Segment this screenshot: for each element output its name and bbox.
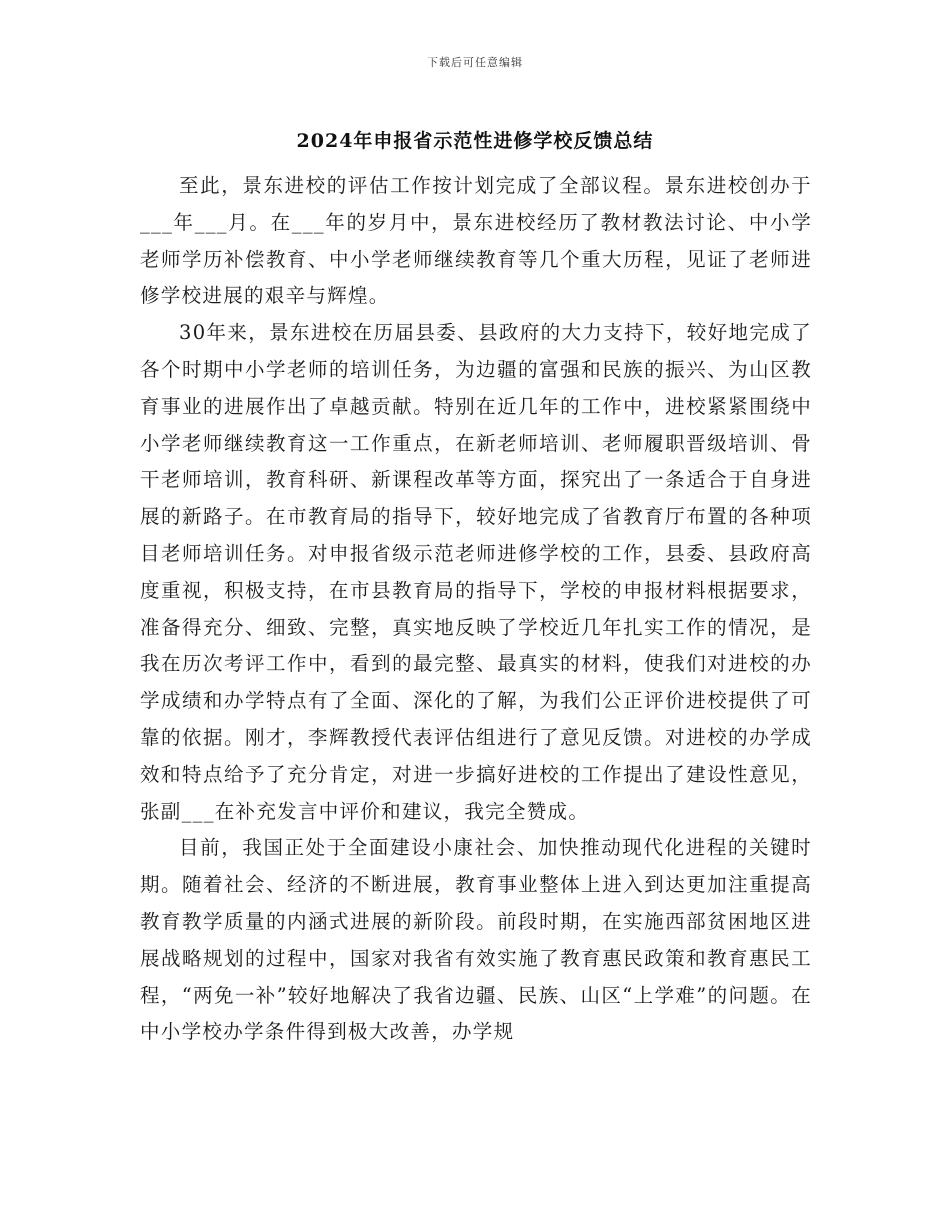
paragraph-2: 30年来，景东进校在历届县委、县政府的大力支持下，较好地完成了各个时期中小学老师的培训任务，为边疆的富强和民族的振兴、为山区教育事业的进展作出了卓越贡献。特别在近几年的工作中，进校紧紧围绕中小学老师继续教育这一工作重点，在新老师培训、老师履职晋级培训、骨干老师培训，教育科研、新课程改革等方面，探究出了一条适合于自身进展的新路子。在市教育局的指导下，较好地完成了省教育厅布置的各种项目老师培训任务。对申报省级示范老师进修学校的工作，县委、县政府高度重视，积极支持，在市县教育局的指导下，学校的申报材料根据要求，准备得充分、细致、完整，真实地反映了学校近几年扎实工作的情况，是我在历次考评工作中，看到的最完整、最真实的材料，使我们对进校的办学成绩和办学特点有了全面、深化的了解，为我们公正评价进校提供了可靠的依据。刚才，李辉教授代表评估组进行了意见反馈。对进校的办学成效和特点给予了充分肯定，对进一步搞好进校的工作提出了建设性意见，张副___在补充发言中评价和建议，我完全赞成。 [140,321,812,823]
paragraph-3: 目前，我国正处于全面建设小康社会、加快推动现代化进程的关键时期。随着社会、经济的不断进展，教育事业整体上进入到达更加注重提高教育教学质量的内涵式进展的新阶段。前段时期，在实施西部贫困地区进展战略规划的过程中，国家对我省有效实施了教育惠民政策和教育惠民工程，“两免一补”较好地解决了我省边疆、民族、山区“上学难”的问题。在中小学校办学条件得到极大改善，办学规 [140,836,812,1044]
download-note: 下载后可任意编辑 [427,56,523,69]
document-title: 2024年申报省示范性进修学校反馈总结 [296,130,654,152]
document-body [140,168,812,1051]
paragraph-1: 至此，景东进校的评估工作按计划完成了全部议程。景东进校创办于___年___月。在___年的岁月中，景东进校经历了教材教法讨论、中小学老师学历补偿教育、中小学老师继续教育等几个重大历程，见证了老师进修学校进展的艰辛与辉煌。 [140,174,812,308]
